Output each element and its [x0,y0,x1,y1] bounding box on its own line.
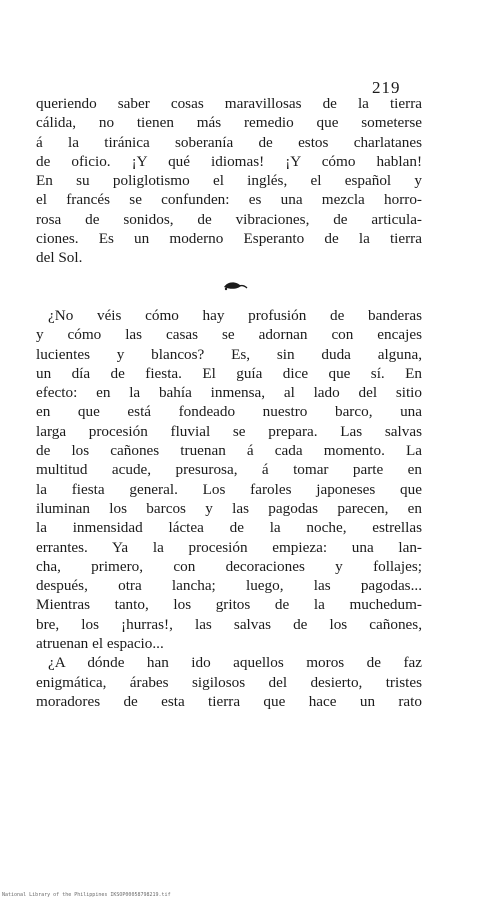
text-line: En su poliglotismo el inglés, el español y [36,172,422,190]
text-line: en que está fondeado nuestro barco, una [36,403,422,421]
page-number: 219 [372,78,401,97]
text-line: multitud acude, presurosa, á tomar parte en [36,461,422,479]
text-line: cha, primero, con decoraciones y follajes; [36,557,422,575]
text-line: ¿No véis cómo hay profusión de banderas [48,307,422,324]
paragraph-2 [36,306,422,711]
text-line: ¿A dónde han ido aquellos moros de faz [48,654,422,672]
text-line: y cómo las casas se adornan con encajes [36,326,422,344]
text-line: cálida, no tienen más remedio que someterse [36,114,422,132]
footer-source-note: National Library of the Philippines IKSOP00058798219.tif [2,892,171,898]
text-line: iluminan los barcos y las pagodas parecen, en [36,499,422,517]
text-line: efecto: en la bahía inmensa, al lado del sitio [36,384,422,402]
text-line: la fiesta general. Los faroles japoneses que [36,480,422,498]
text-line: errantes. Ya la procesión empieza: una lan- [36,538,422,556]
text-line: ciones. Es un moderno Esperanto de la tierra [36,230,422,248]
text-line: Mientras tanto, los gritos de la muchedum- [36,596,422,614]
text-line: larga procesión fluvial se prepara. Las salvas [36,422,422,440]
text-line: lucientes y blancos? Es, sin duda alguna, [36,345,422,363]
text-line: la inmensidad láctea de la noche, estrellas [36,519,422,537]
text-line: de oficio. ¡Y qué idiomas! ¡Y cómo hablan! [36,152,422,170]
text-line: queriendo saber cosas maravillosas de la tierra [36,95,422,112]
text-line: moradores de esta tierra que hace un rato [36,692,422,710]
leaf-fleuron-icon [222,280,248,292]
text-line: rosa de sonidos, de vibraciones, de articula- [36,210,422,228]
paragraph-1 [36,94,422,268]
text-line: del Sol. [36,249,83,267]
text-line: á la tiránica soberanía de estos charlatanes [36,133,422,151]
text-line: enigmática, árabes sigilosos del desierto, tristes [36,673,422,691]
text-line: el francés se confunden: es una mezcla horro- [36,191,422,209]
text-line: atruenan el espacio... [36,635,164,653]
text-line: bre, los ¡hurras!, las salvas de los cañones, [36,615,422,633]
text-line: un día de fiesta. El guía dice que sí. En [36,364,422,382]
text-line: de los cañones truenan á cada momento. La [36,442,422,460]
text-line: después, otra lancha; luego, las pagodas... [36,577,422,595]
